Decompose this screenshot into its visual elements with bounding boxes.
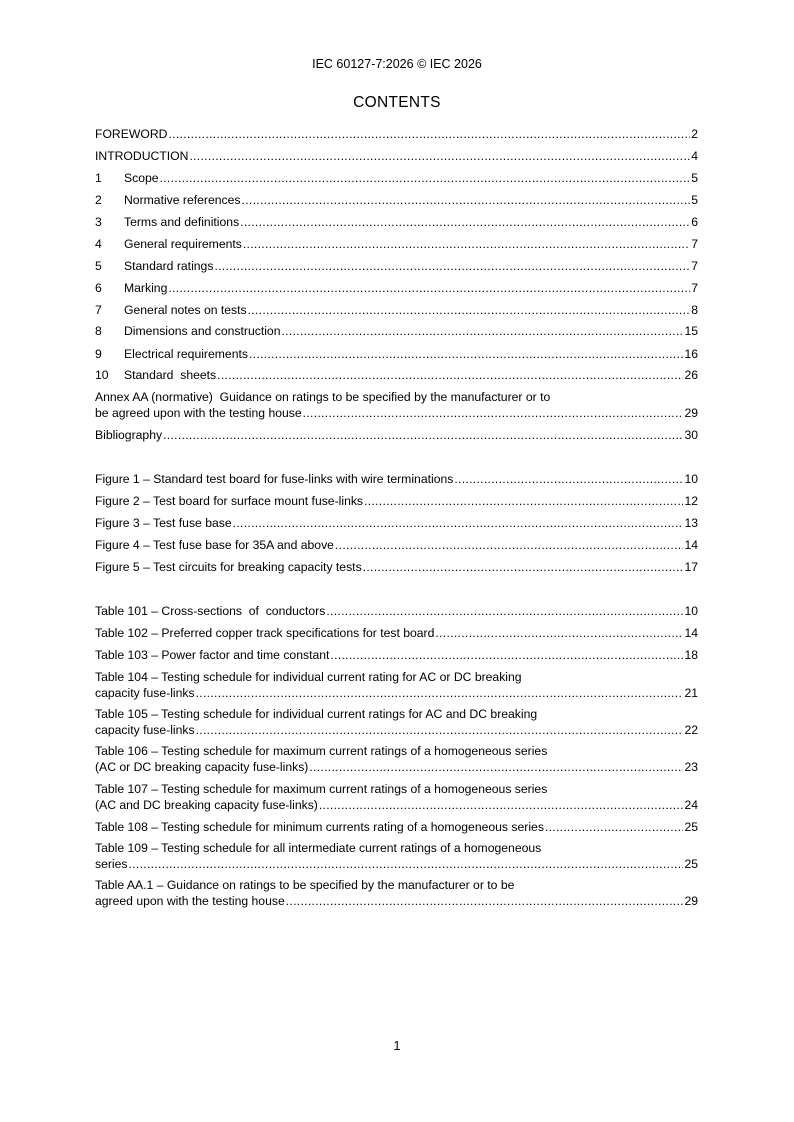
- dot-leader: [168, 280, 690, 296]
- dot-leader: [243, 236, 690, 252]
- table-entry-109[interactable]: [95, 840, 698, 872]
- table-page-number: 25: [684, 857, 698, 871]
- dot-leader: [335, 537, 683, 553]
- dot-leader: [330, 647, 683, 663]
- table-entry-label-line1: Table 106 – Testing schedule for maximum current ratings of a homogeneous series: [95, 744, 548, 758]
- dot-leader: [248, 302, 691, 318]
- dot-leader: [326, 603, 683, 619]
- figure-page-number: 14: [684, 538, 698, 552]
- dot-leader: [282, 323, 684, 339]
- clause-number: 1: [95, 171, 102, 185]
- dot-leader: [168, 126, 690, 142]
- toc-entry-label-line1: Annex AA (normative) Guidance on ratings to be specified by the manufacturer or to: [95, 390, 551, 404]
- dot-leader: [129, 856, 684, 872]
- dot-leader: [364, 493, 683, 509]
- table-page-number: 22: [684, 723, 698, 737]
- table-entry-103[interactable]: [95, 647, 698, 663]
- table-page-number: 29: [684, 894, 698, 908]
- table-entry-107[interactable]: [95, 781, 698, 813]
- toc-page-number: 29: [684, 406, 698, 420]
- toc-page-number: 8: [691, 303, 698, 317]
- toc-entry-label: INTRODUCTION: [95, 149, 189, 163]
- toc-entry-label: Electrical requirements: [124, 347, 248, 361]
- table-entry-label: Table 108 – Testing schedule for minimum currents rating of a homogeneous series: [95, 820, 544, 834]
- toc-entry-label: Marking: [124, 281, 168, 295]
- toc-entry-clause-4[interactable]: [95, 236, 698, 252]
- dot-leader: [233, 515, 684, 531]
- toc-page-number: 16: [684, 347, 698, 361]
- figure-page-number: 17: [684, 560, 698, 574]
- toc-entry-clause-2[interactable]: [95, 192, 698, 208]
- toc-page-number: 4: [691, 149, 698, 163]
- figure-entry-3[interactable]: [95, 515, 698, 531]
- toc-entry-clause-9[interactable]: [95, 346, 698, 362]
- toc-entry-label: Normative references: [124, 193, 241, 207]
- toc-page-number: 2: [691, 127, 698, 141]
- clause-number: 8: [95, 324, 102, 338]
- toc-page-number: 15: [684, 324, 698, 338]
- clause-number: 7: [95, 303, 102, 317]
- clause-number: 2: [95, 193, 102, 207]
- table-page-number: 23: [684, 760, 698, 774]
- clause-number: 6: [95, 281, 102, 295]
- figure-entry-5[interactable]: [95, 559, 698, 575]
- figure-page-number: 13: [684, 516, 698, 530]
- toc-entry-bibliography[interactable]: [95, 427, 698, 443]
- dot-leader: [242, 192, 691, 208]
- dot-leader: [196, 722, 684, 738]
- toc-entry-clause-7[interactable]: [95, 302, 698, 318]
- page-header: IEC 60127-7:2026 © IEC 2026: [312, 57, 482, 71]
- table-page-number: 18: [684, 648, 698, 662]
- dot-leader: [545, 819, 684, 835]
- figure-entry-label: Figure 5 – Test circuits for breaking capacity tests: [95, 560, 362, 574]
- toc-entry-clause-1[interactable]: [95, 170, 698, 186]
- toc-entry-label: Dimensions and construction: [124, 324, 281, 338]
- toc-page-number: 5: [691, 171, 698, 185]
- table-entry-label: Table 101 – Cross-sections of conductors: [95, 604, 326, 618]
- table-entry-label: series: [95, 857, 128, 871]
- table-entry-102[interactable]: [95, 625, 698, 641]
- dot-leader: [454, 471, 683, 487]
- table-entry-label: agreed upon with the testing house: [95, 894, 285, 908]
- clause-number: 3: [95, 215, 102, 229]
- toc-entry-label: Standard sheets: [124, 368, 217, 382]
- dot-leader: [249, 346, 683, 362]
- toc-entry-clause-8[interactable]: [95, 323, 698, 339]
- clause-number: 5: [95, 259, 102, 273]
- dot-leader: [214, 258, 690, 274]
- figure-entry-label: Figure 2 – Test board for surface mount fuse-links: [95, 494, 364, 508]
- figure-page-number: 12: [684, 494, 698, 508]
- table-page-number: 14: [684, 626, 698, 640]
- table-page-number: 24: [684, 798, 698, 812]
- figure-entry-4[interactable]: [95, 537, 698, 553]
- table-page-number: 10: [684, 604, 698, 618]
- clause-number: 4: [95, 237, 102, 251]
- toc-entry-label: Terms and definitions: [124, 215, 240, 229]
- toc-entry-clause-5[interactable]: [95, 258, 698, 274]
- table-entry-label: (AC or DC breaking capacity fuse-links): [95, 760, 309, 774]
- figure-entry-1[interactable]: [95, 471, 698, 487]
- toc-page-number: 30: [684, 428, 698, 442]
- dot-leader: [160, 170, 691, 186]
- dot-leader: [363, 559, 684, 575]
- table-entry-label-line1: Table 107 – Testing schedule for maximum current ratings of a homogeneous series: [95, 782, 548, 796]
- figure-entry-label: Figure 3 – Test fuse base: [95, 516, 232, 530]
- clause-number: 10: [95, 368, 109, 382]
- table-entry-101[interactable]: [95, 603, 698, 619]
- table-page-number: 25: [684, 820, 698, 834]
- toc-entry-introduction[interactable]: [95, 148, 698, 164]
- toc-entry-label: Standard ratings: [124, 259, 214, 273]
- toc-entry-label: be agreed upon with the testing house: [95, 406, 302, 420]
- clause-number: 9: [95, 347, 102, 361]
- dot-leader: [240, 214, 690, 230]
- table-entry-label: capacity fuse-links: [95, 686, 195, 700]
- figure-page-number: 10: [684, 472, 698, 486]
- dot-leader: [319, 797, 684, 813]
- figure-entry-label: Figure 4 – Test fuse base for 35A and above: [95, 538, 334, 552]
- toc-entry-label: General notes on tests: [124, 303, 247, 317]
- figure-entry-2[interactable]: [95, 493, 698, 509]
- dot-leader: [303, 405, 684, 421]
- table-entry-label: Table 103 – Power factor and time constant: [95, 648, 330, 662]
- dot-leader: [217, 367, 683, 383]
- dot-leader: [309, 759, 683, 775]
- toc-entry-label: FOREWORD: [95, 127, 168, 141]
- toc-page-number: 5: [691, 193, 698, 207]
- toc-entry-clause-6[interactable]: [95, 280, 698, 296]
- dot-leader: [286, 893, 684, 909]
- toc-entry-clause-10[interactable]: [95, 367, 698, 383]
- toc-page-number: 7: [691, 259, 698, 273]
- table-entry-106[interactable]: [95, 743, 698, 775]
- page-title: CONTENTS: [353, 94, 441, 111]
- table-entry-label-line1: Table 105 – Testing schedule for individual current ratings for AC and DC breaking: [95, 707, 538, 721]
- table-entry-label: Table 102 – Preferred copper track specifications for test board: [95, 626, 435, 640]
- table-page-number: 21: [684, 686, 698, 700]
- toc-page-number: 26: [684, 368, 698, 382]
- toc-page-number: 6: [691, 215, 698, 229]
- toc-entry-annex-aa[interactable]: [95, 389, 698, 421]
- dot-leader: [189, 148, 690, 164]
- toc-entry-label: Scope: [124, 171, 159, 185]
- table-entry-108[interactable]: [95, 819, 698, 835]
- dot-leader: [163, 427, 683, 443]
- table-entry-aa1[interactable]: [95, 877, 698, 909]
- toc-entry-label: Bibliography: [95, 428, 163, 442]
- toc-entry-clause-3[interactable]: [95, 214, 698, 230]
- table-entry-105[interactable]: [95, 706, 698, 738]
- table-entry-104[interactable]: [95, 669, 698, 701]
- table-entry-label: (AC and DC breaking capacity fuse-links): [95, 798, 318, 812]
- toc-entry-foreword[interactable]: [95, 126, 698, 142]
- dot-leader: [196, 685, 684, 701]
- figure-entry-label: Figure 1 – Standard test board for fuse-links with wire terminations: [95, 472, 454, 486]
- dot-leader: [435, 625, 683, 641]
- toc-page-number: 7: [691, 281, 698, 295]
- toc-entry-label: General requirements: [124, 237, 242, 251]
- toc-page-number: 7: [691, 237, 698, 251]
- table-entry-label-line1: Table 104 – Testing schedule for individual current rating for AC or DC breaking: [95, 670, 522, 684]
- table-entry-label-line1: Table 109 – Testing schedule for all intermediate current ratings of a homogeneous: [95, 841, 542, 855]
- table-entry-label: capacity fuse-links: [95, 723, 195, 737]
- table-entry-label-line1: Table AA.1 – Guidance on ratings to be specified by the manufacturer or to be: [95, 878, 515, 892]
- page-number-footer: 1: [393, 1039, 401, 1053]
